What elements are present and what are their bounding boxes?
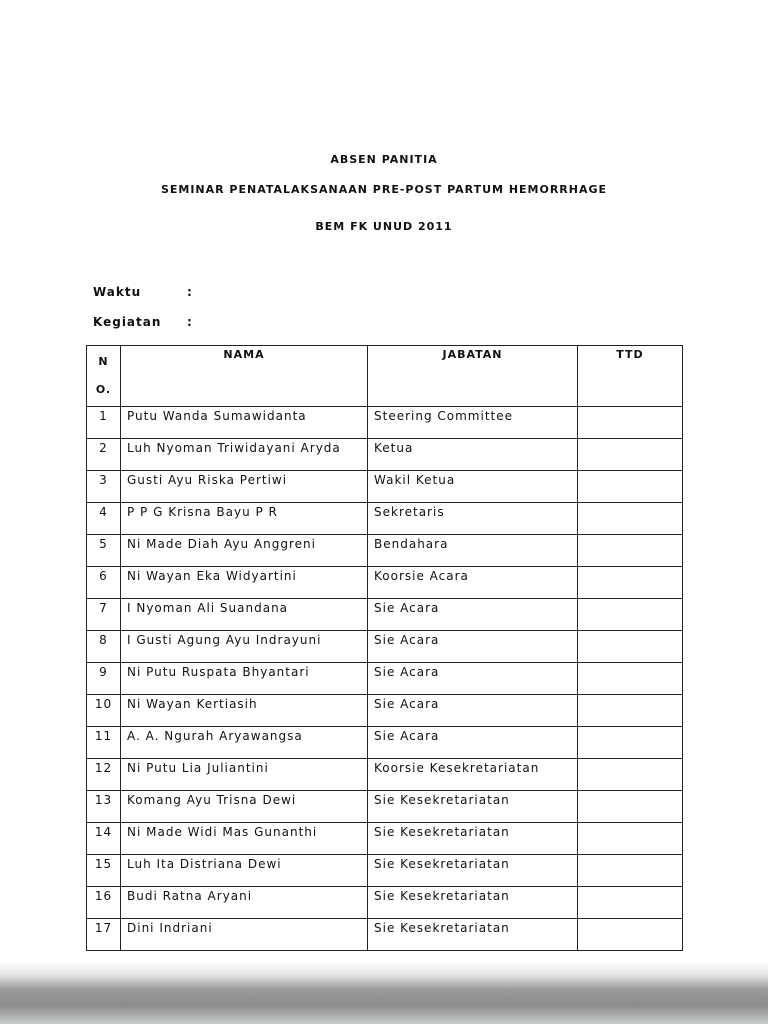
ttd-signature-cell xyxy=(578,727,683,759)
jabatan-cell: Sie Kesekretariatan xyxy=(368,791,578,823)
column-header-jabatan: JABATAN xyxy=(368,346,578,407)
table-row xyxy=(87,535,683,567)
jabatan-cell: Sie Acara xyxy=(368,599,578,631)
ttd-signature-cell xyxy=(578,567,683,599)
nama-cell: Ni Putu Lia Juliantini xyxy=(121,759,368,791)
jabatan-cell: Steering Committee xyxy=(368,407,578,439)
row-number-cell: 14 xyxy=(87,823,121,855)
ttd-signature-cell xyxy=(578,535,683,567)
nama-cell: Ni Made Diah Ayu Anggreni xyxy=(121,535,368,567)
ttd-signature-cell xyxy=(578,887,683,919)
jabatan-cell: Sie Kesekretariatan xyxy=(368,919,578,951)
jabatan-cell: Wakil Ketua xyxy=(368,471,578,503)
jabatan-cell: Koorsie Acara xyxy=(368,567,578,599)
field-waktu xyxy=(93,285,193,299)
nama-cell: I Nyoman Ali Suandana xyxy=(121,599,368,631)
column-header-no: N O. xyxy=(87,346,121,407)
row-number-cell: 1 xyxy=(87,407,121,439)
ttd-signature-cell xyxy=(578,823,683,855)
row-number-cell: 4 xyxy=(87,503,121,535)
field-separator: : xyxy=(187,315,193,329)
ttd-signature-cell xyxy=(578,503,683,535)
table-header-row xyxy=(87,346,683,407)
jabatan-cell: Sie Acara xyxy=(368,727,578,759)
row-number-cell: 16 xyxy=(87,887,121,919)
jabatan-cell: Koorsie Kesekretariatan xyxy=(368,759,578,791)
table-row xyxy=(87,919,683,951)
table-row xyxy=(87,407,683,439)
table-row xyxy=(87,567,683,599)
nama-cell: Dini Indriani xyxy=(121,919,368,951)
table-row xyxy=(87,631,683,663)
page-bottom-shadow xyxy=(0,962,768,1024)
document-organizer: BEM FK UNUD 2011 xyxy=(315,220,453,233)
row-number-cell: 5 xyxy=(87,535,121,567)
table-row xyxy=(87,759,683,791)
row-number-cell: 9 xyxy=(87,663,121,695)
nama-cell: A. A. Ngurah Aryawangsa xyxy=(121,727,368,759)
ttd-signature-cell xyxy=(578,855,683,887)
field-separator: : xyxy=(187,285,193,299)
ttd-signature-cell xyxy=(578,599,683,631)
ttd-signature-cell xyxy=(578,471,683,503)
column-header-ttd: TTD xyxy=(578,346,683,407)
ttd-signature-cell xyxy=(578,791,683,823)
table-row xyxy=(87,663,683,695)
ttd-signature-cell xyxy=(578,663,683,695)
row-number-cell: 17 xyxy=(87,919,121,951)
row-number-cell: 15 xyxy=(87,855,121,887)
field-kegiatan xyxy=(93,315,193,329)
nama-cell: Putu Wanda Sumawidanta xyxy=(121,407,368,439)
row-number-cell: 13 xyxy=(87,791,121,823)
jabatan-cell: Bendahara xyxy=(368,535,578,567)
row-number-cell: 12 xyxy=(87,759,121,791)
row-number-cell: 2 xyxy=(87,439,121,471)
nama-cell: Budi Ratna Aryani xyxy=(121,887,368,919)
nama-cell: Ni Made Widi Mas Gunanthi xyxy=(121,823,368,855)
nama-cell: Ni Putu Ruspata Bhyantari xyxy=(121,663,368,695)
table-row xyxy=(87,439,683,471)
row-number-cell: 6 xyxy=(87,567,121,599)
document-title: ABSEN PANITIA xyxy=(330,153,438,166)
ttd-signature-cell xyxy=(578,919,683,951)
nama-cell: Ni Wayan Kertiasih xyxy=(121,695,368,727)
field-label: Waktu xyxy=(93,285,142,299)
attendance-table xyxy=(86,345,683,951)
table-body xyxy=(87,407,683,951)
table-row xyxy=(87,471,683,503)
table-row xyxy=(87,887,683,919)
ttd-signature-cell xyxy=(578,631,683,663)
row-number-cell: 8 xyxy=(87,631,121,663)
table-row xyxy=(87,727,683,759)
nama-cell: Gusti Ayu Riska Pertiwi xyxy=(121,471,368,503)
nama-cell: Luh Ita Distriana Dewi xyxy=(121,855,368,887)
jabatan-cell: Ketua xyxy=(368,439,578,471)
table-row xyxy=(87,503,683,535)
field-label: Kegiatan xyxy=(93,315,162,329)
table-row xyxy=(87,695,683,727)
table-row xyxy=(87,599,683,631)
jabatan-cell: Sekretaris xyxy=(368,503,578,535)
nama-cell: Luh Nyoman Triwidayani Aryda xyxy=(121,439,368,471)
ttd-signature-cell xyxy=(578,695,683,727)
jabatan-cell: Sie Acara xyxy=(368,631,578,663)
jabatan-cell: Sie Kesekretariatan xyxy=(368,823,578,855)
jabatan-cell: Sie Kesekretariatan xyxy=(368,887,578,919)
jabatan-cell: Sie Kesekretariatan xyxy=(368,855,578,887)
row-number-cell: 10 xyxy=(87,695,121,727)
jabatan-cell: Sie Acara xyxy=(368,663,578,695)
jabatan-cell: Sie Acara xyxy=(368,695,578,727)
row-number-cell: 11 xyxy=(87,727,121,759)
row-number-cell: 3 xyxy=(87,471,121,503)
table-row xyxy=(87,855,683,887)
document-subtitle: SEMINAR PENATALAKSANAAN PRE-POST PARTUM HEMORRHAGE xyxy=(160,183,608,196)
nama-cell: I Gusti Agung Ayu Indrayuni xyxy=(121,631,368,663)
nama-cell: Ni Wayan Eka Widyartini xyxy=(121,567,368,599)
ttd-signature-cell xyxy=(578,407,683,439)
row-number-cell: 7 xyxy=(87,599,121,631)
ttd-signature-cell xyxy=(578,439,683,471)
column-header-nama: NAMA xyxy=(121,346,368,407)
nama-cell: Komang Ayu Trisna Dewi xyxy=(121,791,368,823)
table-row xyxy=(87,791,683,823)
ttd-signature-cell xyxy=(578,759,683,791)
nama-cell: P P G Krisna Bayu P R xyxy=(121,503,368,535)
table-row xyxy=(87,823,683,855)
